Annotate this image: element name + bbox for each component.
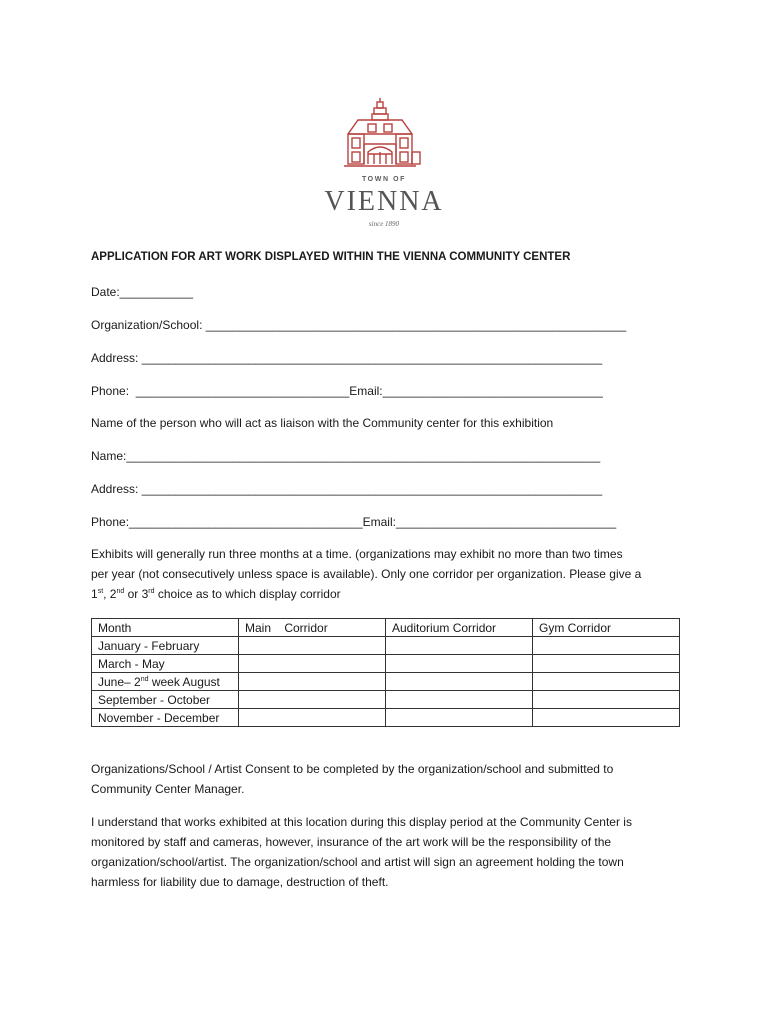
main-choice-cell[interactable] [239,691,386,709]
choice-text: choice as to which display corridor [154,587,341,601]
logo-town-of: TOWN OF [361,176,407,183]
town-hall-building-icon [318,96,450,176]
header-gym-corridor: Gym Corridor [533,619,680,637]
exhibit-line-2: per year (not consecutively unless space is available). Only one corridor per organization. Please give a [91,567,642,581]
liaison-address-field[interactable]: Address: _____________________________________________________________________ [91,482,603,496]
sup-st: st [97,588,104,595]
month-cell: March - May [92,655,239,673]
table-header-row [92,619,680,637]
exhibit-line-1: Exhibits will generally run three months at a time. (organizations may exhibit no more than two times [91,547,623,561]
choice-1: 1 [91,587,98,601]
liaison-phone-email-field[interactable]: Phone:___________________________________Email:_________________________________ [91,515,617,529]
auditorium-choice-cell[interactable] [386,709,533,727]
sup-rd: rd [148,588,155,595]
corridor-table [91,618,680,727]
logo-since: since 1890 [368,220,400,228]
liaison-name-field[interactable]: Name:_______________________________________________________________________ [91,449,601,463]
choice-2: , 2 [103,587,117,601]
auditorium-choice-cell[interactable] [386,691,533,709]
liability-line-1: I understand that works exhibited at this location during this display period at the Community Center is [91,815,632,829]
main-choice-cell[interactable] [239,709,386,727]
auditorium-choice-cell[interactable] [386,655,533,673]
main-choice-cell[interactable] [239,637,386,655]
sup-nd: nd [116,588,125,595]
main-choice-cell[interactable] [239,673,386,691]
gym-choice-cell[interactable] [533,655,680,673]
gym-choice-cell[interactable] [533,709,680,727]
organization-field[interactable]: Organization/School: _______________________________________________________________ [91,318,627,332]
choice-3: or 3 [124,587,149,601]
header-month: Month [92,619,239,637]
june-sup: nd [140,675,149,683]
date-field[interactable]: Date:___________ [91,285,194,299]
table-row [92,691,680,709]
month-cell: January - February [92,637,239,655]
liability-line-2: monitored by staff and cameras, however, insurance of the art work will be the responsibility of the [91,835,612,849]
table-row [92,637,680,655]
auditorium-choice-cell[interactable] [386,673,533,691]
exhibit-paragraph [91,544,681,604]
table-row [92,655,680,673]
month-cell: September - October [92,691,239,709]
table-row [92,709,680,727]
liability-line-4: harmless for liability due to damage, destruction of theft. [91,875,389,889]
liability-paragraph [91,812,681,892]
header-auditorium-corridor: Auditorium Corridor [386,619,533,637]
gym-choice-cell[interactable] [533,691,680,709]
liability-line-3: organization/school/artist. The organization/school and artist will sign an agreement holding the town [91,855,624,869]
auditorium-choice-cell[interactable] [386,637,533,655]
consent-paragraph [91,759,681,799]
table-row [92,673,680,691]
address-field[interactable]: Address: _____________________________________________________________________ [91,351,603,365]
june-rest: week August [148,674,220,689]
liaison-intro: Name of the person who will act as liaison with the Community center for this exhibition [91,416,554,430]
exhibit-line-3 [91,584,681,604]
month-cell: November - December [92,709,239,727]
header-main-corridor: Main Corridor [239,619,386,637]
gym-choice-cell[interactable] [533,637,680,655]
june-label: June– 2 [98,674,141,689]
form-title: APPLICATION FOR ART WORK DISPLAYED WITHIN THE VIENNA COMMUNITY CENTER [91,251,571,263]
gym-choice-cell[interactable] [533,673,680,691]
phone-email-field[interactable]: Phone: ________________________________Email:_________________________________ [91,384,603,398]
consent-line-1: Organizations/School / Artist Consent to be completed by the organization/school and submitted to [91,762,614,776]
town-logo [318,96,450,232]
month-cell [92,673,239,691]
consent-line-2: Community Center Manager. [91,782,245,796]
logo-vienna: VIENNA [324,186,444,217]
main-choice-cell[interactable] [239,655,386,673]
